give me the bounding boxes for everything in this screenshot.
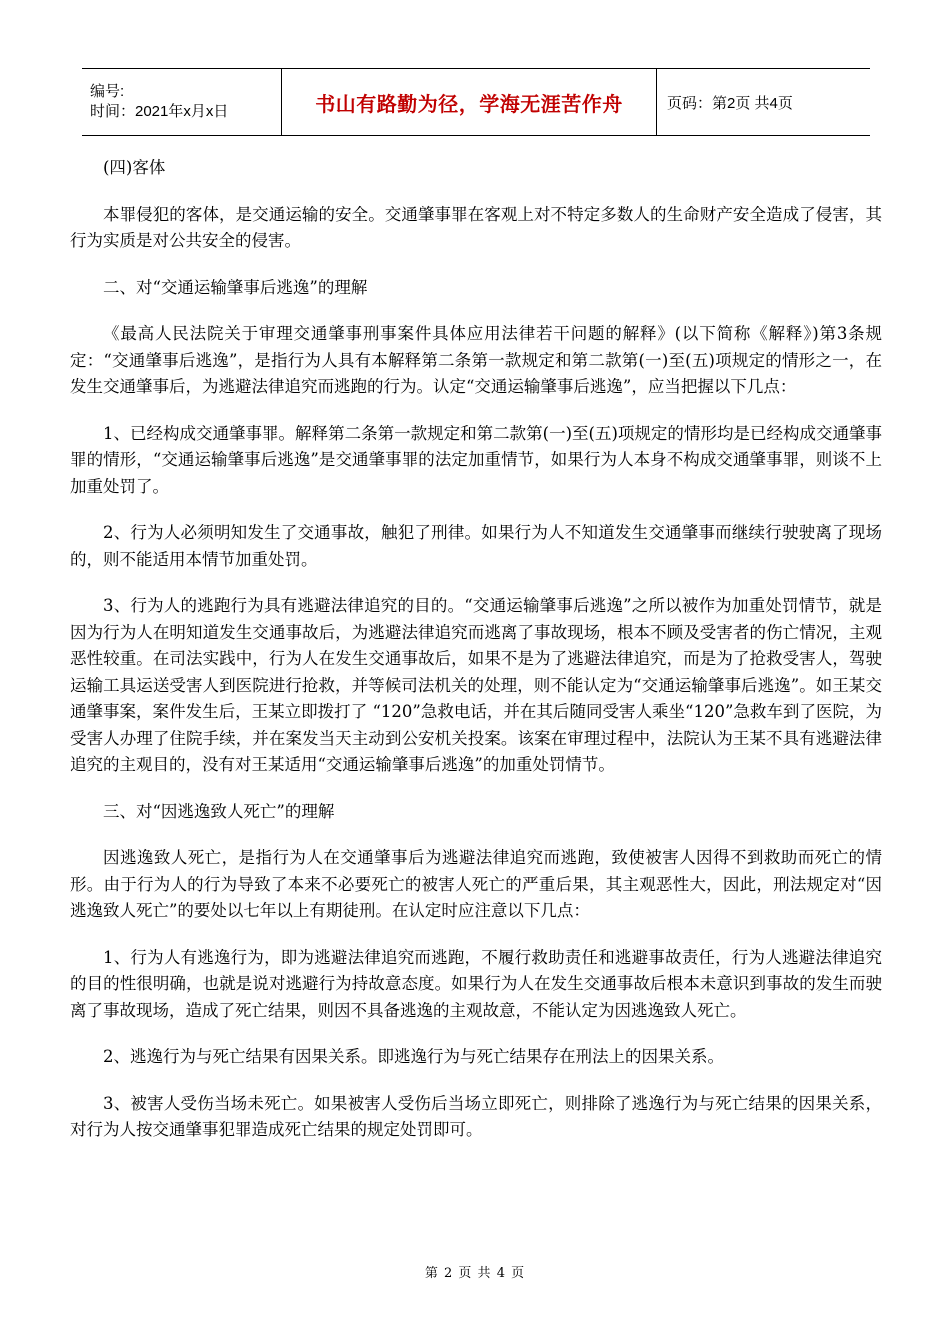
header-page-cell [657,69,870,135]
section-heading-escape: 二、对“交通运输肇事后逃逸”的理解 [103,277,368,297]
paragraph: 《最高人民法院关于审理交通肇事刑事案件具体应用法律若干问题的解释》(以下简称《解释》)第3条规定：“交通肇事后逃逸”，是指行为人具有本解释第二条第一款规定和第二款第(一)至(五)项规定的情形之一，在发生交通肇事后，为逃避法律追究而逃跑的行为。认定“交通运输肇事后逃逸”，应当把握以下几点： [70,324,882,396]
paragraph: 3、被害人受伤当场未死亡。如果被害人受伤后当场立即死亡，则排除了逃逸行为与死亡结果的因果关系，对行为人按交通肇事犯罪造成死亡结果的规定处罚即可。 [70,1093,882,1139]
document-number-label: 编号: [90,83,125,100]
document-time-label: 时间：2021年x月x日 [90,103,229,120]
paragraph: 因逃逸致人死亡，是指行为人在交通肇事后为逃避法律追究而逃跑，致使被害人因得不到救助而死亡的情形。由于行为人的行为导致了本来不必要死亡的被害人死亡的严重后果，其主观恶性大，因此，刑法规定对“因逃逸致人死亡”的要处以七年以上有期徒刑。在认定时应注意以下几点： [70,848,882,920]
paragraph: 本罪侵犯的客体，是交通运输的安全。交通肇事罪在客观上对不特定多数人的生命财产安全造成了侵害，其行为实质是对公共安全的侵害。 [70,204,882,250]
header-motto-cell [282,69,657,135]
header-page-number: 页码：第2页 共4页 [667,94,793,112]
paragraph: 2、行为人必须明知发生了交通事故，触犯了刑律。如果行为人不知道发生交通肇事而继续行驶驶离了现场的，则不能适用本情节加重处罚。 [70,523,882,569]
paragraph: 1、已经构成交通肇事罪。解释第二条第一款规定和第二款第(一)至(五)项规定的情形均是已经构成交通肇事罪的情形，“交通运输肇事后逃逸”是交通肇事罪的法定加重情节，如果行为人本身不构成交通肇事罪，则谈不上加重处罚了。 [70,423,882,496]
paragraph: 1、行为人有逃逸行为，即为逃避法律追究而逃跑，不履行救助责任和逃避事故责任，行为人逃避法律追究的目的性很明确，也就是说对逃避行为持故意态度。如果行为人在发生交通事故后根本未意识到事故的发生而驶离了事故现场，造成了死亡结果，则因不具备逃逸的主观故意，不能认定为因逃逸致人死亡。 [70,947,882,1020]
section-heading-object: (四)客体 [103,158,166,177]
header-meta-cell [82,69,282,135]
header-motto: 书山有路勤为径，学海无涯苦作舟 [315,91,623,116]
paragraph: 3、行为人的逃跑行为具有逃避法律追究的目的。“交通运输肇事后逃逸”之所以被作为加重处罚情节，就是因为行为人在明知道发生交通事故后，为逃避法律追究而逃离了事故现场，根本不顾及受害者的伤亡情况，主观恶性较重。在司法实践中，行为人在发生交通事故后，如果不是为了逃避法律追究，而是为了抢救受害人，驾驶运输工具运送受害人到医院进行抢救，并等候司法机关的处理，则不能认定为“交通运输肇事后逃逸”。如王某交通肇事案，案件发生后，王某立即拨打了 “120”急救电话，并在其后随同受害人乘坐“120”急救车到了医院，为受害人办理了住院手续，并在案发当天主动到公安机关投案。该案在审理过程中，法院认为王某不具有逃避法律追究的主观目的，没有对王某适用“交通运输肇事后逃逸”的加重处罚情节。 [70,596,882,774]
document-header [82,68,870,136]
section-heading-death: 三、对“因逃逸致人死亡”的理解 [103,801,335,821]
document-body [70,155,882,1164]
page-footer: 第 2 页 共 4 页 [424,1266,526,1281]
paragraph: 2、逃逸行为与死亡结果有因果关系。即逃逸行为与死亡结果存在刑法上的因果关系。 [103,1047,724,1066]
